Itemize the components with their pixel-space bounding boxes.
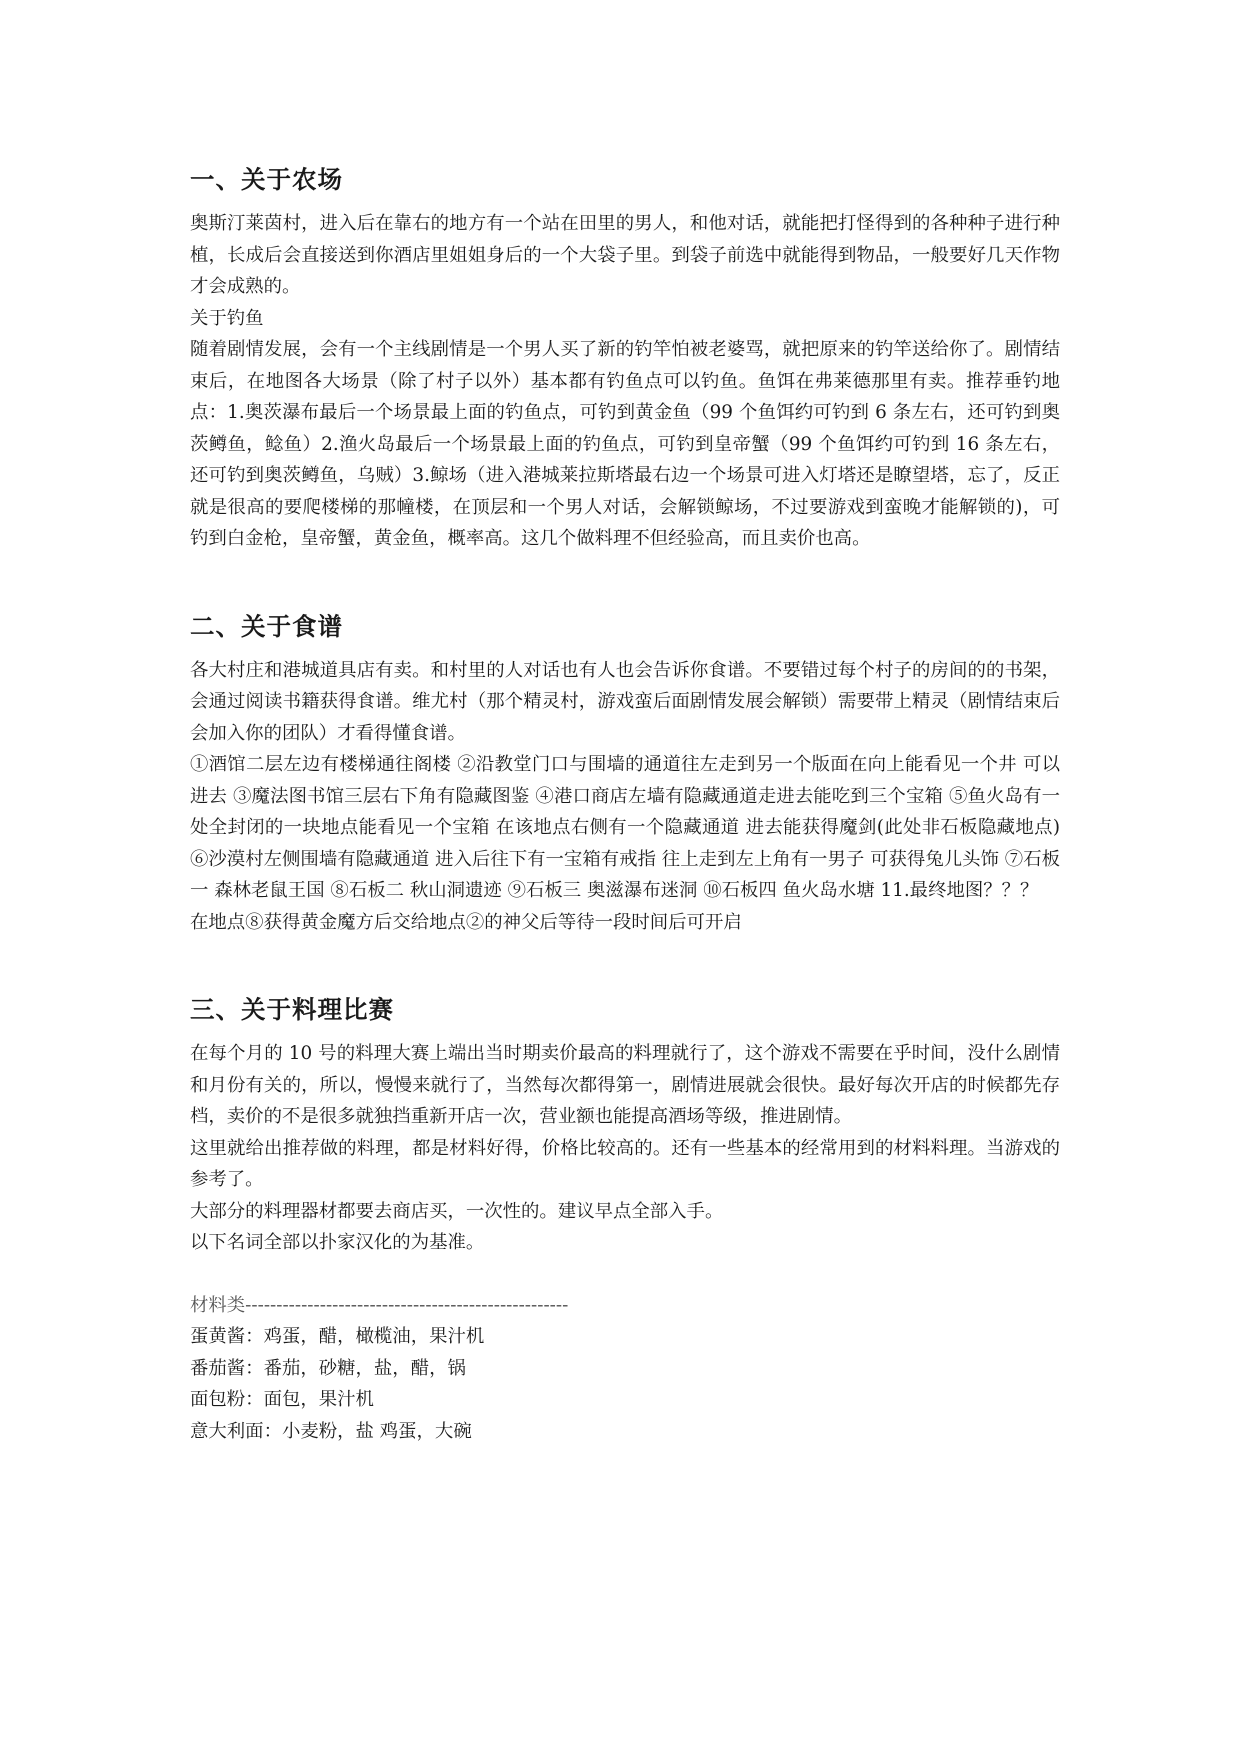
section-heading-cooking-contest: 三、关于料理比赛 bbox=[190, 995, 394, 1024]
section-heading-farm: 一、关于农场 bbox=[190, 165, 343, 194]
fishing-paragraph: 随着剧情发展，会有一个主线剧情是一个男人买了新的钓竿怕被老婆骂，就把原来的钓竿送给你了。剧情结束后，在地图各大场景（除了村子以外）基本都有钓鱼点可以钓鱼。鱼饵在弗莱德那里有卖。推荐垂钓地点：1.奥茨瀑布最后一个场景最上面的钓鱼点，可钓到黄金鱼（99 个鱼饵约可钓到 6 条左右，还可钓到奥茨鳟鱼，鲶鱼）2.渔火岛最后一个场景最上面的钓鱼点，可钓到皇帝蟹（99 个鱼饵约可钓到 16 条左右，还可钓到奥茨鳟鱼，乌贼）3.鲸场（进入港城莱拉斯塔最右边一个场景可进入灯塔还是瞭望塔，忘了，反正就是很高的要爬楼梯的那幢楼，在顶层和一个男人对话，会解锁鲸场，不过要游戏到蛮晚才能解锁的)，可钓到白金枪，皇帝蟹，黄金鱼，概率高。这几个做料理不但经验高，而且卖价也高。 bbox=[190, 339, 1060, 549]
recipes-paragraph: 各大村庄和港城道具店有卖。和村里的人对话也有人也会告诉你食谱。不要错过每个村子的房间的的书架，会通过阅读书籍获得食谱。维尤村（那个精灵村，游戏蛮后面剧情发展会解锁）需要带上精灵（剧情结束后会加入你的团队）才看得懂食谱。 bbox=[190, 659, 1060, 744]
naming-note: 以下名词全部以扑家汉化的为基准。 bbox=[190, 1232, 485, 1253]
equipment-note: 大部分的料理器材都要去商店买，一次性的。建议早点全部入手。 bbox=[190, 1200, 724, 1222]
material-item: 意大利面：小麦粉，盐 鸡蛋，大碗 bbox=[190, 1420, 472, 1442]
section-heading-recipes: 二、关于食谱 bbox=[190, 611, 343, 641]
material-item: 蛋黄酱：鸡蛋，醋，橄榄油，果汁机 bbox=[190, 1326, 485, 1347]
golden-cube-note: 在地点⑧获得黄金魔方后交给地点②的神父后等待一段时间后可开启 bbox=[190, 911, 742, 933]
hidden-locations-paragraph: ①酒馆二层左边有楼梯通往阁楼 ②沿教堂门口与围墙的通道往左走到另一个版面在向上能看见一个井 可以进去 ③魔法图书馆三层右下角有隐藏图鉴 ④港口商店左墙有隐藏通道走进去能吃到三个宝箱 ⑤鱼火岛有一处全封闭的一块地点能看见一个宝箱 在该地点右侧有一个隐藏通道 进去能获得魔剑(此处非石板隐藏地点) ⑥沙漠村左侧围墙有隐藏通道 进入后往下有一宝箱有戒指 往上走到左上角有一男子 可获得兔儿头饰 ⑦石板一 森林老鼠王国 ⑧石板二 秋山洞遗迹 ⑨石板三 奥滋瀑布迷洞 ⑩石板四 鱼火岛水塘 11.最终地图？？？ bbox=[190, 754, 1060, 901]
recommend-paragraph: 这里就给出推荐做的料理，都是材料好得，价格比较高的。还有一些基本的经常用到的材料料理。当游戏的参考了。 bbox=[190, 1137, 1060, 1190]
farm-paragraph: 奥斯汀莱茵村，进入后在靠右的地方有一个站在田里的男人，和他对话，就能把打怪得到的各种种子进行种植，长成后会直接送到你酒店里姐姐身后的一个大袋子里。到袋子前选中就能得到物品，一般要好几天作物才会成熟的。 bbox=[190, 213, 1060, 297]
document-page bbox=[190, 160, 1060, 1447]
materials-header: 材料类---------------------------------------------------- bbox=[190, 1294, 569, 1316]
material-item: 番茄酱：番茄，砂糖，盐，醋，锅 bbox=[190, 1357, 466, 1379]
fishing-subheading: 关于钓鱼 bbox=[190, 307, 264, 329]
material-item: 面包粉：面包，果汁机 bbox=[190, 1389, 374, 1410]
contest-paragraph: 在每个月的 10 号的料理大赛上端出当时期卖价最高的料理就行了，这个游戏不需要在乎时间，没什么剧情和月份有关的，所以，慢慢来就行了，当然每次都得第一，剧情进展就会很快。最好每次开店的时候都先存档，卖价的不是很多就独挡重新开店一次，营业额也能提高酒场等级，推进剧情。 bbox=[190, 1043, 1060, 1127]
